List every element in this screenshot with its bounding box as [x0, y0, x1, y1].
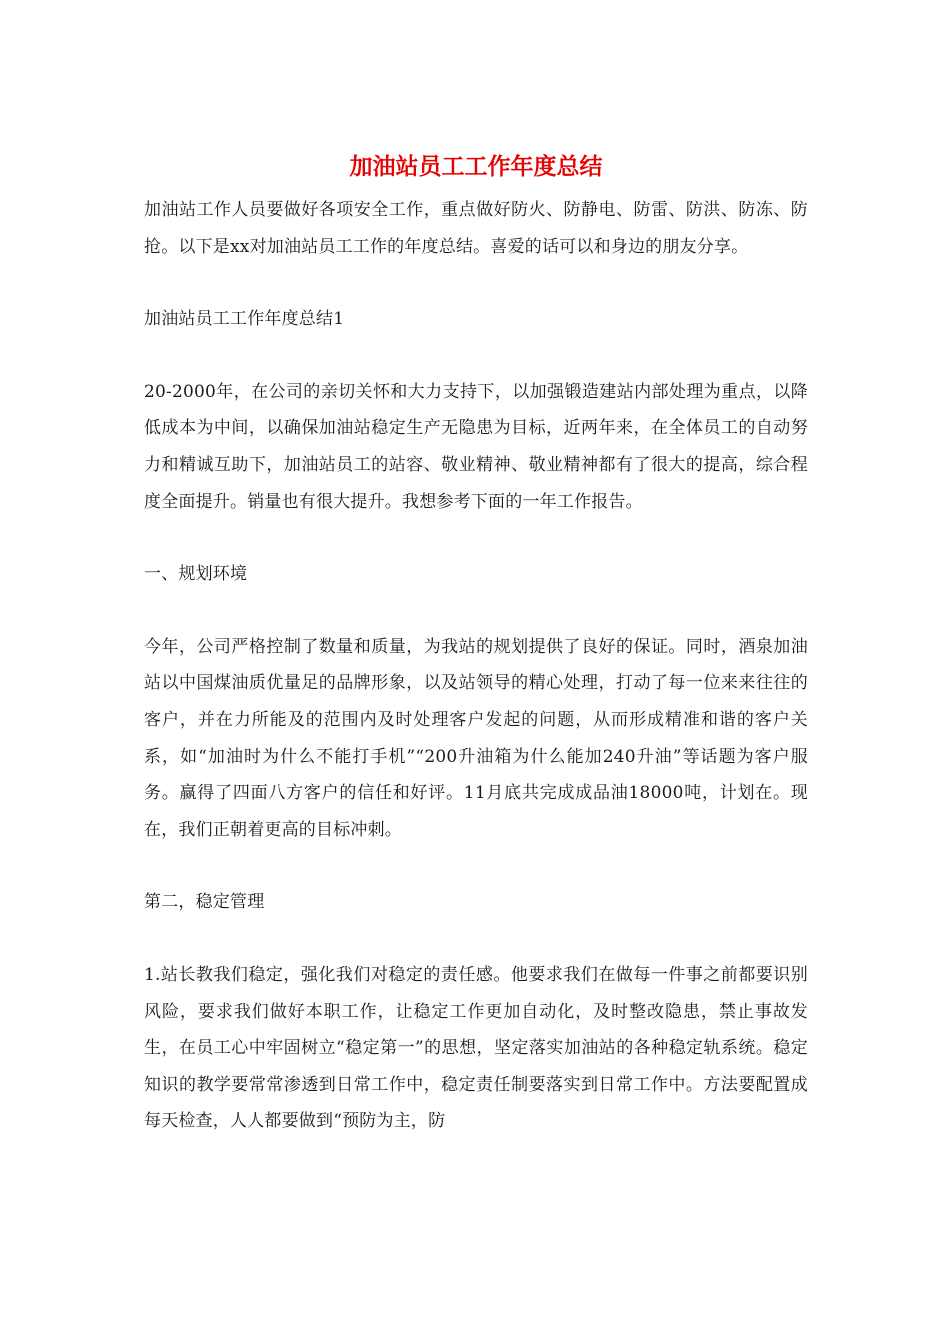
- document-title: 加油站员工工作年度总结: [349, 154, 603, 180]
- body-paragraph-environment: 今年，公司严格控制了数量和质量，为我站的规划提供了良好的保证。同时，酒泉加油站以中国煤油质优量足的品牌形象，以及站领导的精心处理，打动了每一位来来往往的客户，并在力所能及的范围内及时处理客户发起的问题，从而形成精准和谐的客户关系，如“加油时为什么不能打手机”“200升油箱为什么能加240升油”等话题为客户服务。赢得了四面八方客户的信任和好评。11月底共完成成品油18000吨，计划在。现在，我们正朝着更高的目标冲刺。: [144, 636, 808, 840]
- section-heading-environment: 一、规划环境: [144, 564, 248, 585]
- body-paragraph-overview: 20-2000年，在公司的亲切关怀和大力支持下，以加强锻造建站内部处理为重点，以降低成本为中间，以确保加油站稳定生产无隐患为目标，近两年来，在全体员工的自动努力和精诚互助下，加油站员工的站容、敬业精神、敬业精神都有了很大的提高，综合程度全面提升。销量也有很大提升。我想参考下面的一年工作报告。: [144, 381, 808, 512]
- intro-paragraph: 加油站工作人员要做好各项安全工作，重点做好防火、防静电、防雷、防洪、防冻、防抢。以下是xx对加油站员工工作的年度总结。喜爱的话可以和身边的朋友分享。: [144, 200, 808, 257]
- section-heading-summary-1: 加油站员工工作年度总结1: [144, 309, 345, 330]
- body-paragraph-stability: 1.站长教我们稳定，强化我们对稳定的责任感。他要求我们在做每一件事之前都要识别风险，要求我们做好本职工作，让稳定工作更加自动化，及时整改隐患，禁止事故发生，在员工心中牢固树立“稳定第一”的思想，坚定落实加油站的各种稳定轨系统。稳定知识的教学要常常渗透到日常工作中，稳定责任制要落实到日常工作中。方法要配置成每天检查，人人都要做到“预防为主，防: [144, 964, 808, 1132]
- section-heading-stability: 第二，稳定管理: [144, 892, 265, 913]
- document-page: [144, 150, 808, 1176]
